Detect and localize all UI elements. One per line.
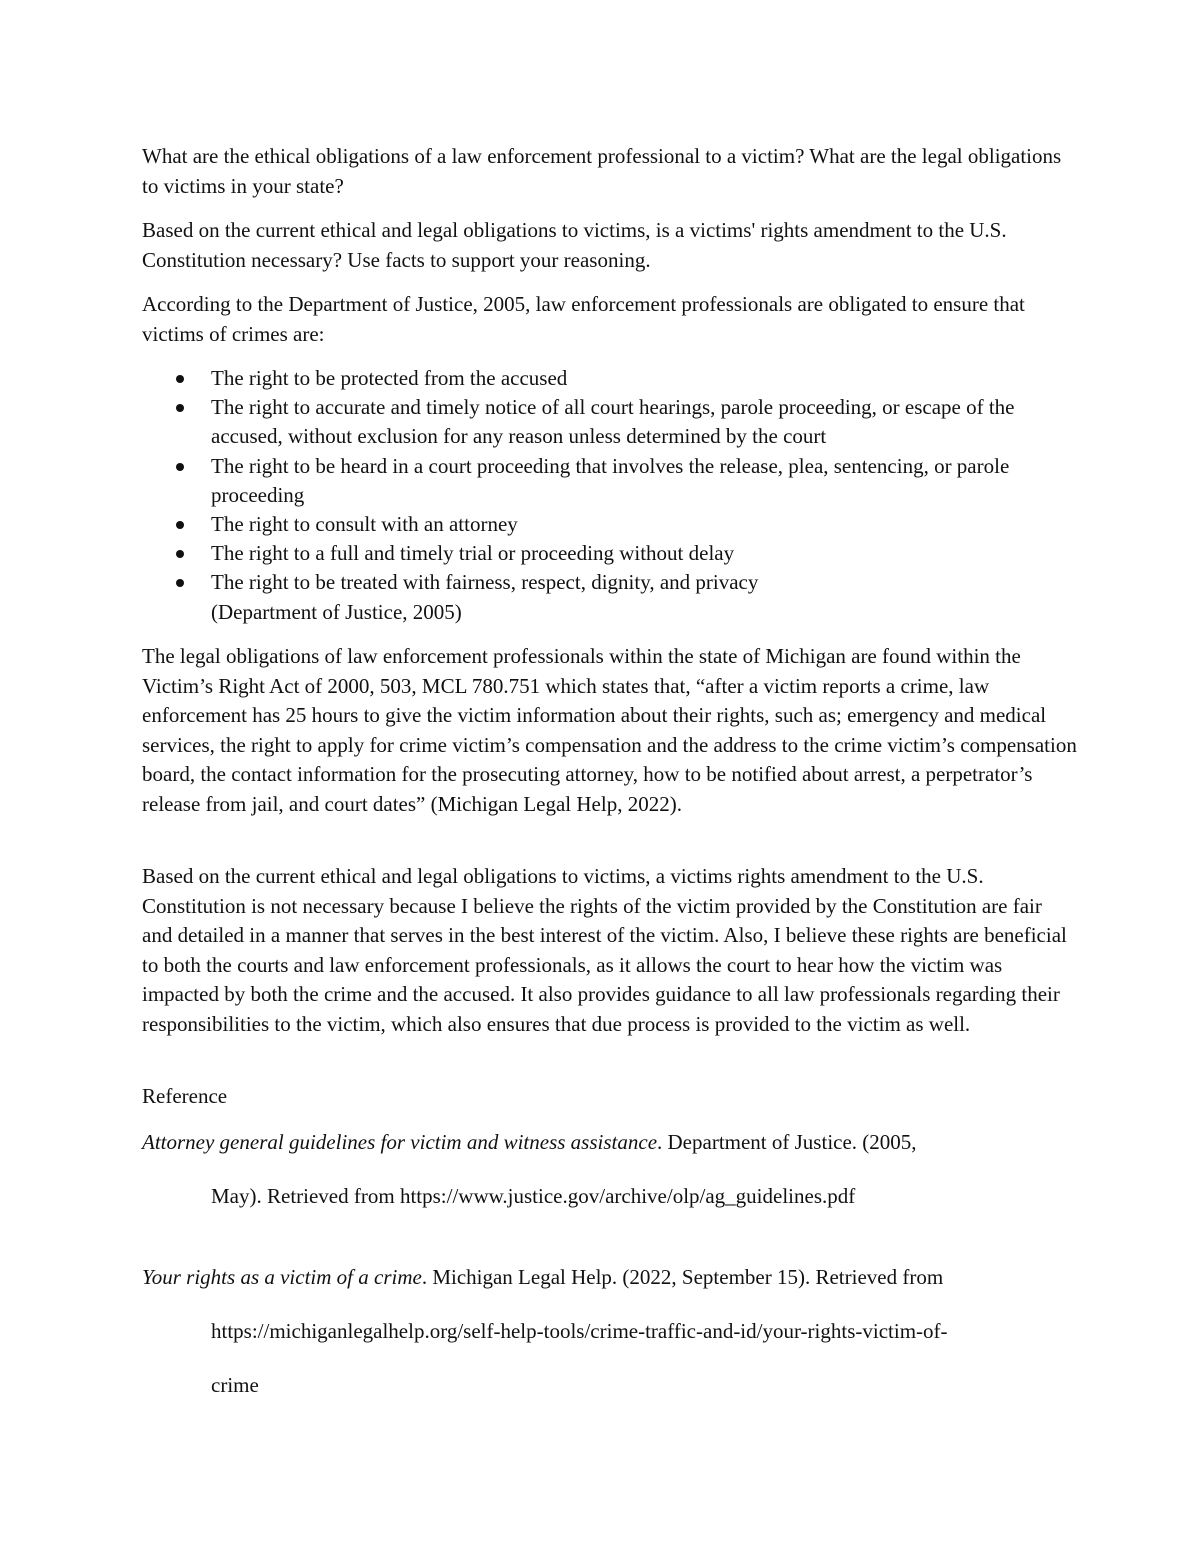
- conclusion-paragraph: Based on the current ethical and legal obligations to victims, a victims rights amendment to the U.S. Constitution is not necessary because I believe the rights of the victim provided by the Constitution are fair and detailed in a manner that serves in the best interest of the victim. Also, I believe these rights are beneficial to both the courts and law enforcement professionals, as it allows the court to hear how the victim was impacted by both the crime and the accused. It also provides guidance to all law professionals regarding their responsibilities to the victim, which also ensures that due process is provided to the victim as well.: [142, 864, 1067, 1036]
- victim-rights-list: [142, 364, 1077, 627]
- reference-title: Attorney general guidelines for victim and witness assistance: [142, 1130, 658, 1154]
- reference-continuation: https://michiganlegalhelp.org/self-help-tools/crime-traffic-and-id/your-rights-victim-of-: [211, 1319, 948, 1343]
- bullet-icon: [176, 463, 184, 471]
- list-item: [142, 452, 1077, 510]
- list-item: [142, 539, 1077, 568]
- bullet-icon: [176, 550, 184, 558]
- doj-intro-paragraph: According to the Department of Justice, 2005, law enforcement professionals are obligated to ensure that victims of crimes are:: [142, 292, 1025, 346]
- list-item: [142, 364, 1077, 393]
- list-item-text: The right to be heard in a court proceeding that involves the release, plea, sentencing, or parole proceeding: [211, 453, 1010, 507]
- list-item-text: The right to be protected from the accused: [211, 366, 568, 390]
- question-paragraph-2: Based on the current ethical and legal obligations to victims, is a victims' rights amendment to the U.S. Constitution necessary? Use facts to support your reasoning.: [142, 218, 1007, 272]
- reference-first-line: [142, 1263, 1102, 1317]
- list-citation-text: (Department of Justice, 2005): [211, 599, 462, 624]
- reference-title: Your rights as a victim of a crime: [142, 1265, 422, 1289]
- reference-first-line: [142, 1128, 1102, 1182]
- bullet-icon: [176, 579, 184, 587]
- bullet-icon: [176, 404, 184, 412]
- reference-continuation: May). Retrieved from https://www.justice.gov/archive/olp/ag_guidelines.pdf: [211, 1184, 856, 1208]
- list-item: [142, 568, 1077, 597]
- list-item-text: The right to accurate and timely notice of all court hearings, parole proceeding, or escape of the accused, without exclusion for any reason unless determined by the court: [211, 395, 1015, 449]
- list-item: [142, 510, 1077, 539]
- reference-details: . Department of Justice. (2005,: [657, 1130, 917, 1154]
- list-item-text: The right to be treated with fairness, respect, dignity, and privacy: [211, 570, 759, 595]
- list-item-text: The right to a full and timely trial or proceeding without delay: [211, 541, 735, 566]
- reference-details: . Michigan Legal Help. (2022, September 15). Retrieved from: [421, 1265, 944, 1289]
- reference-continuation: crime: [211, 1373, 259, 1397]
- reference-entry-doj: [142, 1128, 1102, 1236]
- list-item-text: The right to consult with an attorney: [211, 512, 518, 537]
- reference-entry-michigan: [142, 1263, 1102, 1425]
- michigan-paragraph: The legal obligations of law enforcement professionals within the state of Michigan are found within the Victim’s Right Act of 2000, 503, MCL 780.751 which states that, “after a victim reports a crime, law enforcement has 25 hours to give the victim information about their rights, such as; emergency and medical services, the right to apply for crime victim’s compensation and the address to the crime victim’s compensation board, the contact information for the prosecuting attorney, how to be notified about arrest, a perpetrator’s release from jail, and court dates” (Michigan Legal Help, 2022).: [142, 644, 1077, 816]
- question-paragraph-1: What are the ethical obligations of a law enforcement professional to a victim? What are the legal obligations to victims in your state?: [142, 144, 1062, 198]
- bullet-icon: [176, 375, 184, 383]
- bullet-icon: [176, 521, 184, 529]
- reference-heading: Reference: [142, 1084, 228, 1108]
- list-item: [142, 393, 1077, 451]
- list-citation: [142, 598, 1077, 627]
